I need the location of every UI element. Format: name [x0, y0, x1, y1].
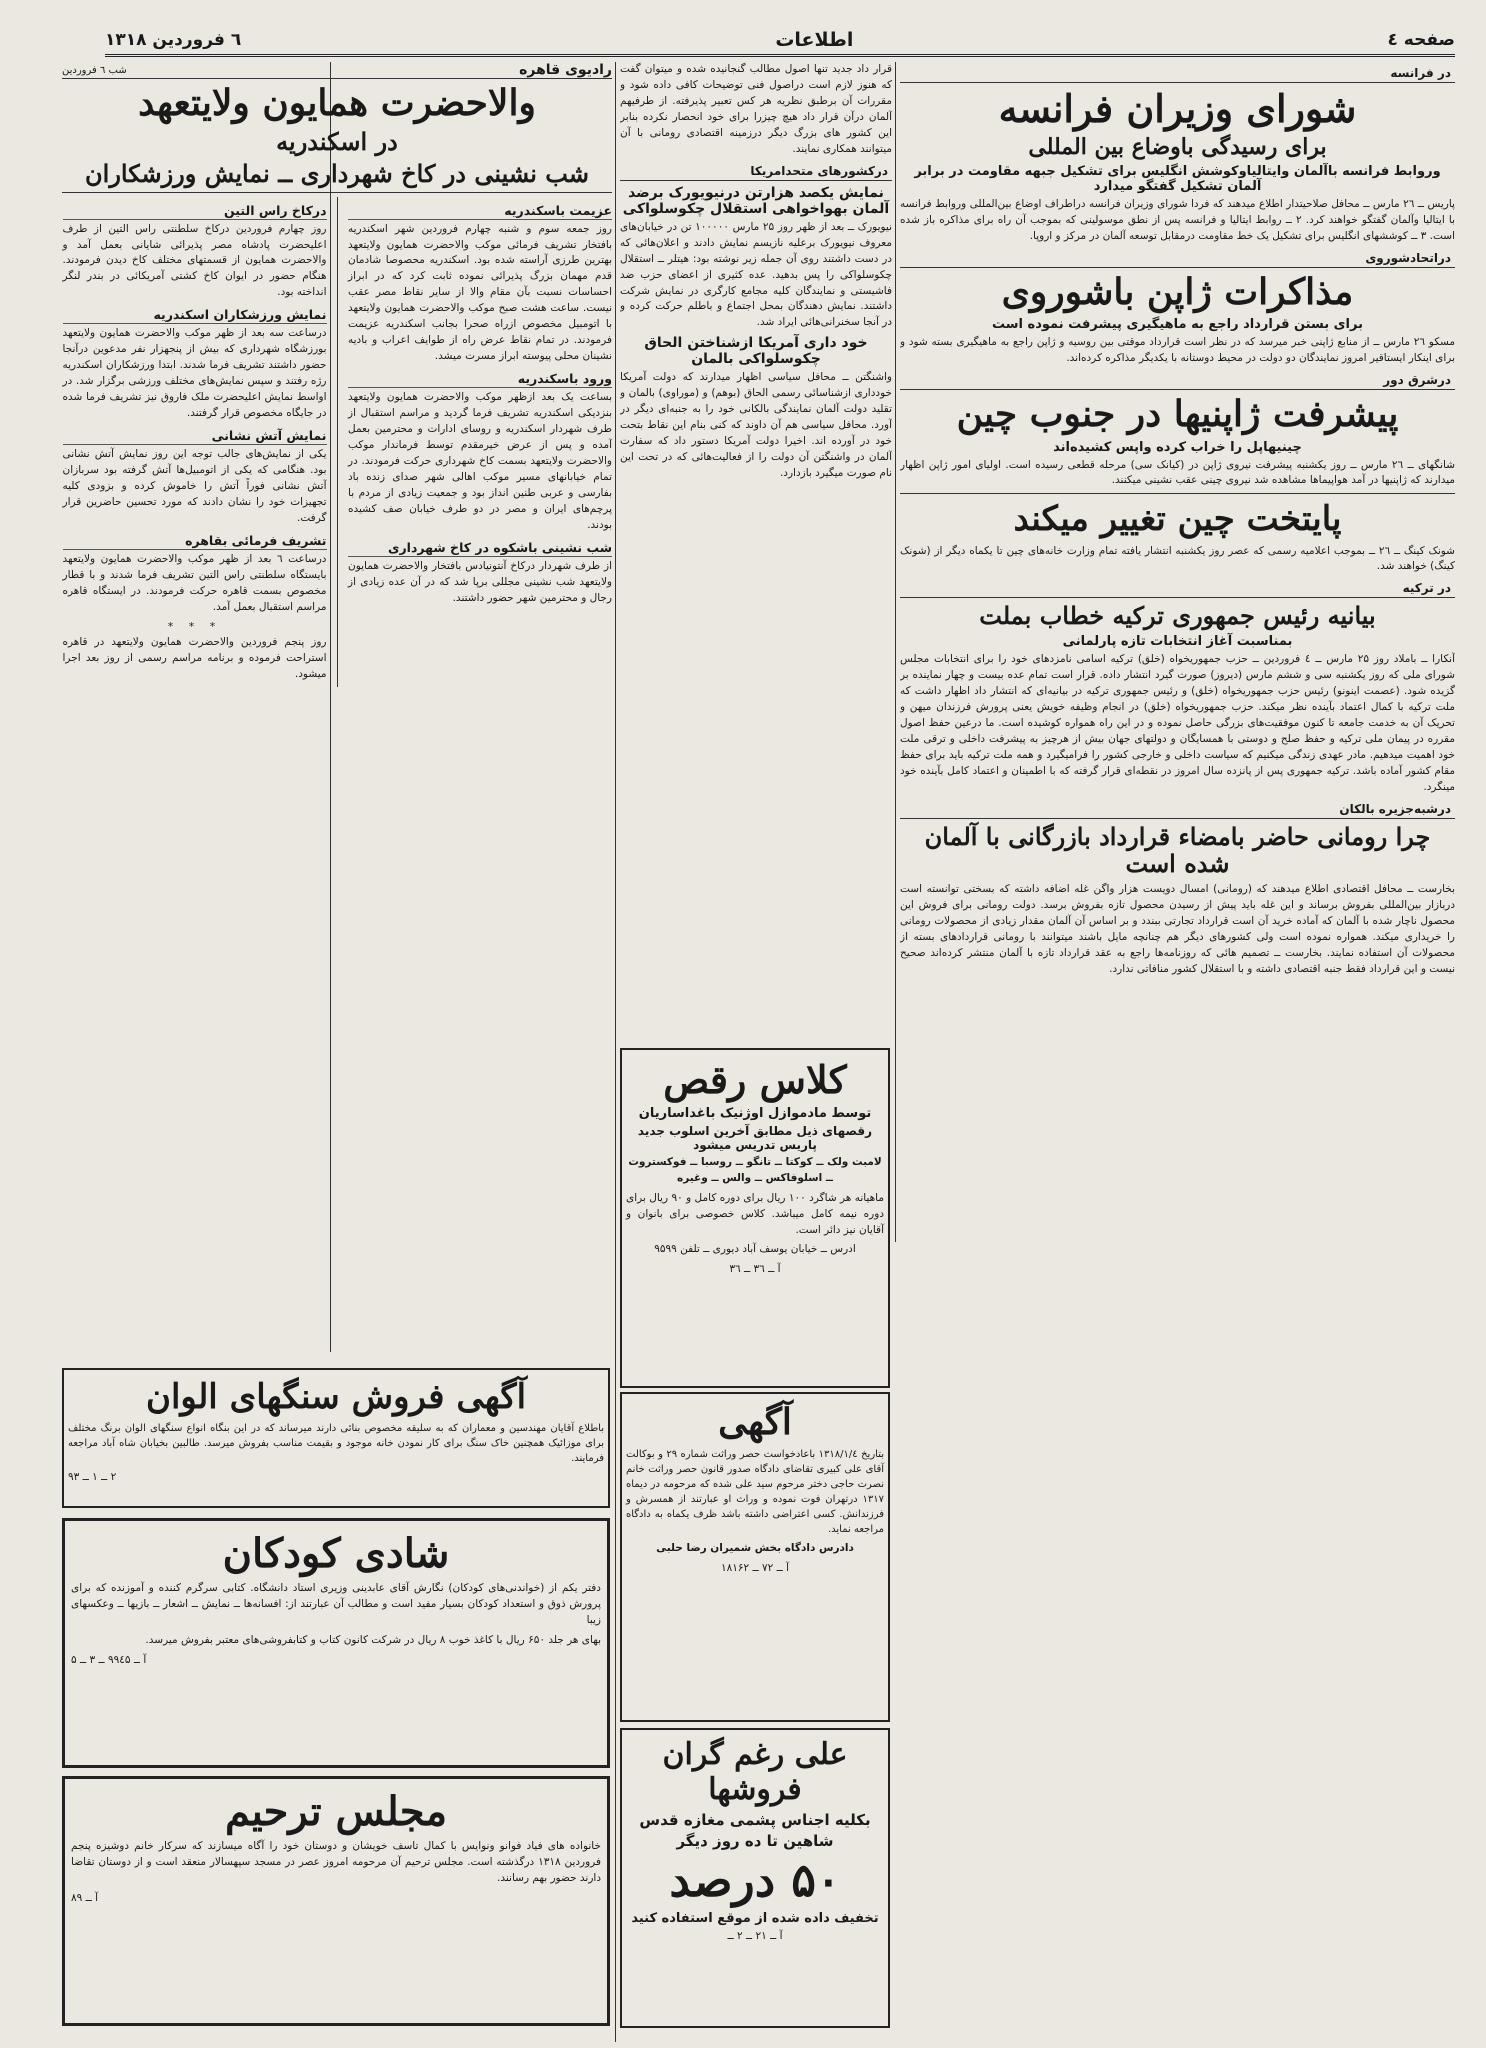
- ad-signature: دادرس دادگاه بخش شمیران رضا حلبی: [656, 1542, 854, 1555]
- article-body: درساعت سه بعد از ظهر موکب والاحضرت همایون ولایتعهد بورزشگاه شهرداری که بیش از پنجهزار نفر مدعوین درآنجا حضور داشتند تشریف فرما شدند. ابتدا ورزشکاران اسکندریه رژه رفتند و سپس نمایش‌های مختلف ورزشی برگزار شد. در اواسط نمایش اعلیحضرت ملک فاروق نیز تشریف فرما شده در جایگاه مخصوص قرار گرفتند.: [62, 327, 327, 420]
- issue-date: ٦ فروردین ۱۳۱۸: [105, 30, 242, 50]
- ad-code: آ ــ ۷۲ ــ ۱۸۱۶۲: [720, 1562, 790, 1575]
- headline-turkey: بیانیه رئیس جمهوری ترکیه خطاب بملت: [979, 601, 1376, 631]
- section-label: در فرانسه: [900, 64, 1455, 83]
- article-body: آنکارا ــ باملاد روز ۲۵ مارس ــ ٤ فروردین ــ حزب جمهوریخواه (خلق) ترکیه اسامی نامزدهای خود را برای انتخابات مجلس شورای ملی که روز یکشنبه سی و ششم مارس (دیروز) صورت گیرد انتشار داده. قرار است تمام عده بیست و چهار نماینده بر گزیده شود. (عصمت اینونو) رئیس حزب جمهوریخواه (خلق) و رئیس جمهوری ترکیه در بیانیه‌ای که انتشار داد اظهار داشت که ملت ترکیه با کمال اعتماد بآینده نظر میکند. حزب جمهوریخواه (خلق) در انجام وظیفه خویش یعنی پرورش فرزندان میهن و تحریک آن به خدمت جامعه تا کنون موفقیت‌های بزرگی حاصل نموده و در این راه همواره کوشیده است. ما درعین حفظ اصول مقرره در پیمان ملی ترکیه و حفظ صلح و دوستی با همسایگان و دولتهای جهان بیش از هرچیز به پیشرفت داخلی و ترقی ملت خود اهمیت میدهیم. مادر عهدی زندگی میکنیم که سیاست داخلی و خارجی کشور را فرامیگیرد و همه ملت ترکیه باید برای حفظ مقام کشور آماده باشد. ترکیه جمهوری پس از پانزده سال امروز در نقطه‌ای قرار گرفته که با اطمینان و اعتماد کامل بآینده خود مینگرد.: [900, 653, 1455, 793]
- ad-discount: ۵۰ درصد: [669, 1853, 841, 1907]
- ad-code: آ ــ ۲۱ ــ ۲ ــ: [727, 1929, 783, 1942]
- ad-title: کلاس رقص: [663, 1057, 847, 1102]
- article-body: بساعت یک بعد ازظهر موکب والاحضرت همایون ولایتعهد بنزدیکی اسکندریه تشریف فرما گردید و مراسم استقبال از طرف شهردار اسکندریه و روسای ادارات و محترمین بعمل آمده و پس از عرض خیرمقدم توسط فرماندار موکب والاحضرت ولایتعهد بسمت کاخ شهرداری حرکت فرمودند. در تمام خیابانهای مسیر موکب اهالی شهر صدای زنده باد بفارسی و عربی طنین انداز بود و جمعیت زیادی از مردم با پرچم‌های ایران و مصر در دو طرف خیابان صف کشیده بودند.: [348, 391, 612, 531]
- headline-china: پیشرفت ژاپنیها در جنوب چین: [956, 393, 1399, 436]
- column-rule: [895, 62, 896, 1242]
- subhead: شب نشینی در کاخ شهرداری ــ نمایش ورزشکاران: [62, 160, 612, 193]
- subhead: بمناسبت آغاز انتخابات تازه پارلمانی: [1062, 634, 1293, 650]
- ad-line: شاهین تا ده روز دیگر: [676, 1832, 834, 1850]
- section-label: درشبه‌جزیره بالکان: [900, 800, 1455, 819]
- ad-body: باطلاع آقایان مهندسین و معماران که به سلیقه مخصوص بنائی دارند میرساند که در این بنگاه انواع سنگهای الوان برنگ مختلف برای موزائیک همچنین خاک سنگ برای کار نمودن خانه موجود و بقیمت مناسب بفروش میرسد. طالبین بخیابان شاه آباد مراجعه فرمایند.: [68, 1423, 604, 1465]
- article-body: شانگهای ــ ۲٦ مارس ــ روز یکشنبه پیشرفت نیروی ژاپن در (کیانک سی) مرحله قطعی رسیده است. اولیای امور ژاپن اظهار میدارند که ژاپنیها در آمد هواپیماها مشاهده شد نیروی چینی عقب نشینی میکنند.: [900, 458, 1455, 487]
- article-body: بخارست ــ محافل اقتصادی اطلاع میدهند که (رومانی) امسال دویست هزار واگن غله اضافه داشته که بسختی توانسته است دربازار بین‌المللی بفروش برساند و این غله باید پیش از رسیدن محصول تازه بفروش برسد. دولت رومانی برای فروش این محصول ناچار شده با آلمان که آماده خرید آن است قرارداد تجارتی ببندد و بر اساس آن آلمان مقدار زیادی از محصولات رومانی را خریداری میکند. همواره نموده است ولی کشورهای دیگر هم چنانچه مایل باشند میتوانند با رومانی قراردادهای بسته از محصولات آن استفاده نمایند. بخارست ــ تصمیم هائی که روزنامه‌ها راجع به عقد قرارداد تازه با آلمان منتشر کرده‌اند صحیح نیست و این قرارداد فقط جنبه اقتصادی داشته و با استقلال کشور منافاتی ندارد.: [900, 882, 1455, 975]
- ad-rug-sale: [620, 1728, 890, 2028]
- ad-footer: تخفیف داده شده از موقع استفاده کنید: [631, 1910, 879, 1926]
- headline-capital: پایتخت چین تغییر میکند: [900, 493, 1455, 539]
- section-subhead: شب نشینی باشکوه در کاخ شهرداری: [348, 540, 612, 557]
- subhead: چینیهاپل را خراب کرده واپس کشیده‌اند: [1053, 439, 1302, 455]
- column-rule: [337, 197, 339, 687]
- article-body: واشنگتن ــ محافل سیاسی اظهار میدارند که دولت آمریکا خودداری ازشناسائی رسمی الحاق (بوهم) و (موراوی) بالمان و تقلید دولت آلمان نمایندگی بالکانی خود را به جنبه‌ای دیگر در آورد. محافل سیاسی هم آن داوند که کنی بنام این نقاط بتحت خود در آورده اند. اخیرا دولت آمریکا دستور داد که سفارت آلمان در واشنگتن آن دولت را از فعالیت‌هائی که در تحت این نام صورت میگیرد بازدارد.: [620, 371, 892, 480]
- ad-code: آ ــ ۹۹٤۵ ــ ۳ ــ ۵: [71, 1653, 147, 1666]
- subhead: وروابط فرانسه باآلمان وایتالیاوکوشش انگلیس برای تشکیل جبهه مقاومت در برابر آلمان تشکیل گفتگو میدارد: [914, 163, 1441, 194]
- ad-subtitle: توسط مادموازل اوژنیک باغداساریان: [638, 1105, 872, 1121]
- ad-body: خانواده های فیاد فوانو ونوایس با کمال تاسف خویشان و دوستان خود را آگاه میسازند که سرکار خانم دوشیزه پنجم فروردین ۱۳۱۸ درگذشته است. مجلس ترحیم آن مرحومه امروز عصر در مسجد سپهسالار منعقد است و از دوستان تقاضا دارند حضور بهم رسانند.: [71, 1840, 601, 1884]
- subhead: برای بستن قرارداد راجع به ماهیگیری پیشرفت نموده است: [992, 317, 1363, 333]
- section-subhead: ورود باسکندریه: [348, 371, 612, 388]
- section-label: رادیوی قاهره: [519, 62, 612, 78]
- article-body: شونک کینگ ــ ۲٦ ــ بموجب اعلامیه رسمی که عصر روز یکشنبه انتشار یافته تمام وزارت خانه‌های چین تا یکماه دیگر از (شونک کینگ) خواهند شد.: [900, 544, 1455, 573]
- right-column: [900, 62, 1455, 2032]
- page-number: صفحه ٤: [1387, 30, 1455, 50]
- article-body: قرار داد جدید تنها اصول مطالب گنجانیده شده و میتوان گفت که هنوز لازم است دراصول فنی توضیحات کافی داده شود و مقررات آن برطبق نظریه هر کس تعبیر پذیرفته. از طرفیهم آلمان درآن قرار داد هیچ چیزرا برای خود انحصار نکرده بنابر این کشور های بزرگ دیگر درزمینه اقتصادی رومانی با آن میتوانند همکاری نمایند.: [620, 63, 892, 155]
- article-body: درساعت ٦ بعد از ظهر موکب والاحضرت همایون ولایتعهد بایستگاه سلطنتی راس التین تشریف فرما شدند و با قطار مخصوص بسمت قاهره حرکت فرمودند. در ایستگاه قاهره مراسم استقبال بعمل آمد.: [62, 552, 327, 613]
- ad-code: آ ــ ۳٦ ــ ۳٦: [729, 1263, 781, 1276]
- ad-body: دفتر یکم از (خواندنی‌های کودکان) نگارش آقای عابدینی وزیری استاد دانشگاه. کتابی سرگرم کننده و آموزنده که برای پرورش ذوق و استعداد کودکان بسیار مفید است و مطالب آن عبارتند از: افسانه‌ها ــ نمایش ــ اشعار ــ بازیها ــ وعکسهای زیبا: [71, 1582, 601, 1626]
- date-note: شب ٦ فروردین: [62, 64, 127, 76]
- middle-column: [620, 62, 892, 1042]
- column-rule: [615, 62, 616, 2042]
- article-body: پاریس ــ ۲٦ مارس ــ محافل صلاحیتدار اطلاع میدهند که فردا شورای وزیران فرانسه دراطراف اوضاع بین‌المللی وروابط فرانسه با ایتالیا وآلمان گفتگو خواهند کرد. ۲ ــ روابط ایتالیا و فرانسه پس از نطق موسولینی که بموجب آن راه برای مذاکره باز شده است. ۳ ــ کوششهای انگلیس برای تشکیل یک خط مقاومت درمقابل توسعه آلمان در مرکز و اروپا.: [900, 197, 1455, 242]
- ad-memorial: [62, 1776, 610, 2026]
- radio-subcolumn-left: [63, 197, 327, 687]
- newspaper-name: اطلاعات: [775, 29, 854, 51]
- ad-code: ۲ ــ ۱ ــ ۹۳: [68, 1471, 117, 1484]
- left-block: [62, 62, 612, 1362]
- radio-subcolumn-right: [348, 197, 612, 687]
- article-body: مسکو ۲٦ مارس ــ از منابع ژاپنی خبر میرسد که در نظر است قرارداد موقتی بین روسیه و ژاپن راجع به ماهیگیری بسته شود و برای اینکار ایستاقیر امروز نمایندگان دو دولت در محیط دوستانه با یکدیگر مذاکره کرده‌اند.: [900, 336, 1455, 365]
- section-subhead: نمایش آتش نشانی: [63, 428, 327, 445]
- subhead: برای رسیدگی باوضاع بین المللی: [1028, 133, 1327, 160]
- ad-title: آگهی فروش سنگهای الوان: [145, 1377, 527, 1417]
- ad-title: علی رغم گران فروشها: [662, 1737, 848, 1807]
- ad-styles: لامبت ولک ــ کوکتا ــ تانگو ــ روسبا ــ فوکستروت ــ اسلوفاکس ــ والس ــ وغیره: [628, 1155, 882, 1184]
- ad-dance-class: [620, 1048, 890, 1388]
- article-body: روز جمعه سوم و شنبه چهارم فروردین شهر اسکندریه بافتخار تشریف فرمائی موکب والاحضرت همایون ولایتعهد بهترین طرزی آراسته شده بود. اسکندریه محصوصا شادمان قدم مهمان بزرگ پذیرائی نموده ثابت کرد که در ابراز احساسات نسبت بآن مقام والا از سایر نقاط مصر عقب نیست. ساعت هشت صبح موکب والاحضرت همایون ولایتعهد با اتومبیل مخصوص ازراه صحرا بجانب اسکندریه عزیمت فرمودند. در تمام نقاط عرض راه از طوایف اعراب و بادیه نشینان محلی پیوسته ابراز مسرت میشد.: [348, 222, 612, 363]
- section-label: درشرق دور: [900, 371, 1455, 390]
- ad-title: شادی کودکان: [222, 1530, 450, 1577]
- headline-france: شورای وزیران فرانسه: [998, 86, 1357, 131]
- ad-colored-stones: [62, 1368, 610, 1508]
- ad-price: بهای هر جلد ۶۵۰ ریال با کاغذ خوب ۸ ریال در شرکت کانون کتاب و کتابفروشی‌های معتبر بفروش میرسد.: [145, 1633, 601, 1646]
- headline-balkans: چرا رومانی حاضر بامضاء قرارداد بازرگانی با آلمان شده است: [924, 821, 1431, 879]
- article-body: روز چهارم فروردین درکاخ سلطنتی راس التین از طرف اعلیحضرت پادشاه مصر پذیرائی شایانی بعمل آمد و والاحضرت همایون از قسمتهای مختلف کاخ دیدن فرمودند. هنگام حضور در ایوان کاخ کشتی آمریکائی در بندر لنگر انداخته بود.: [62, 222, 327, 299]
- ad-body: بتاریخ ۱۳۱۸/۱/٤ باعادخواست حصر وراثت شماره ۲۹ و بوکالت آقای علی کبیری تقاضای دادگاه صدور قانون حصر وراثت خانم نصرت حاجی دختر مرحوم سید علی شده که مرحومه در دیماه ۱۳۱۷ درتهران فوت نموده و وراث او عبارتند از همسرش و فرزندانش. کسی اعتراضی داشته باشد ظرف یکماه به دادگاه مراجعه نماید.: [626, 1449, 885, 1536]
- ad-title: آگهی: [718, 1401, 792, 1443]
- section-subhead: نمایش ورزشکاران اسکندریه: [63, 307, 327, 324]
- section-label: در ترکیه: [900, 579, 1455, 598]
- section-subhead: درکاخ راس التین: [63, 203, 327, 220]
- separator-stars: * * *: [167, 619, 222, 633]
- article-body: نیویورک ــ بعد از ظهر روز ۲۵ مارس ۱۰۰۰۰۰ تن در خیابان‌های معروف نیویورک برعلیه نازیسم نمایش دادند و اعلان‌هائی که در دست داشتند روی آن جمله زیر نوشته بود: هیتلر ــ استقلال چکوسلواکی را پس بدهید. عده کثیری از اعضای حزب ضد فاشیستی و نمایندگان کلیه مجامع کارگری در نمایش شرکت داشتند. نمایش دهندگان بمحل اجتماع و باطلم حرکت کرده و در آنجا سخنرانی‌هائی ایراد شد.: [620, 220, 892, 329]
- ad-body: ماهیانه هر شاگرد ۱۰۰ ریال برای دوره کامل و ۹۰ ریال برای دوره نیمه کامل میباشد. کلاس خصوصی برای بانوان و آقایان نیز دائر است.: [626, 1191, 884, 1236]
- ad-title: مجلس ترحیم: [224, 1788, 448, 1835]
- section-label: درکشورهای متحدامریکا: [620, 162, 892, 181]
- headline-japan: مذاکرات ژاپن باشوروی: [1001, 270, 1354, 313]
- article-body: روز پنجم فروردین والاحضرت همایون ولایتعهد در قاهره استراحت فرموده و برنامه مراسم رسمی از روز بعد اجرا میشود.: [62, 635, 327, 680]
- headline-crown-prince: والاحضرت همایون ولایتعهد: [138, 82, 536, 124]
- section-label: دراتحادشوروی: [900, 249, 1455, 268]
- article-body: از طرف شهردار درکاخ آنتونیادس بافتخار والاحضرت همایون ولایتعهد شب نشینی مجللی برپا شد که در آن عده زیادی از رجال و محترمین شهر حضور داشتند.: [348, 559, 612, 604]
- headline-us: نمایش یکصد هزارتن درنیویورک برضد آلمان بهواخواهی استقلال چکوسلواکی: [622, 184, 890, 217]
- section-subhead: تشریف فرمائی بقاهره: [63, 533, 327, 550]
- ad-code: آ ــ ۸۹: [71, 1891, 99, 1904]
- masthead: [105, 26, 1455, 57]
- subhead: در اسکندریه: [276, 127, 398, 157]
- ad-childrens-book: [62, 1518, 610, 1768]
- section-subhead: عزیمت باسکندریه: [348, 203, 612, 220]
- article-body: یکی از نمایش‌های جالب توجه این روز نمایش آتش نشانی بود. هنگامی که یکی از اتومبیل‌ها آتش گرفته بود سربازان آتش نشانی فوراً آتش را خاموش کرده و بزودی کلیه تجهیزات خود را نشان دادند که مورد تحسین حاضرین قرار گرفت.: [62, 448, 327, 524]
- ad-line: رقصهای ذیل مطابق آخرین اسلوب جدید پاریس تدریس میشود: [637, 1123, 873, 1152]
- ad-address: ادرس ــ خیابان یوسف آباد دیوری ــ تلفن ۹۵۹۹: [654, 1243, 856, 1256]
- ad-legal-notice: [620, 1392, 890, 1722]
- ad-subtitle: بکلیه اجناس پشمی مغازه قدس: [639, 1811, 871, 1829]
- headline-us-2: خود داری آمریکا ازشناختن الحاق چکوسلواکی بالمان: [644, 335, 868, 368]
